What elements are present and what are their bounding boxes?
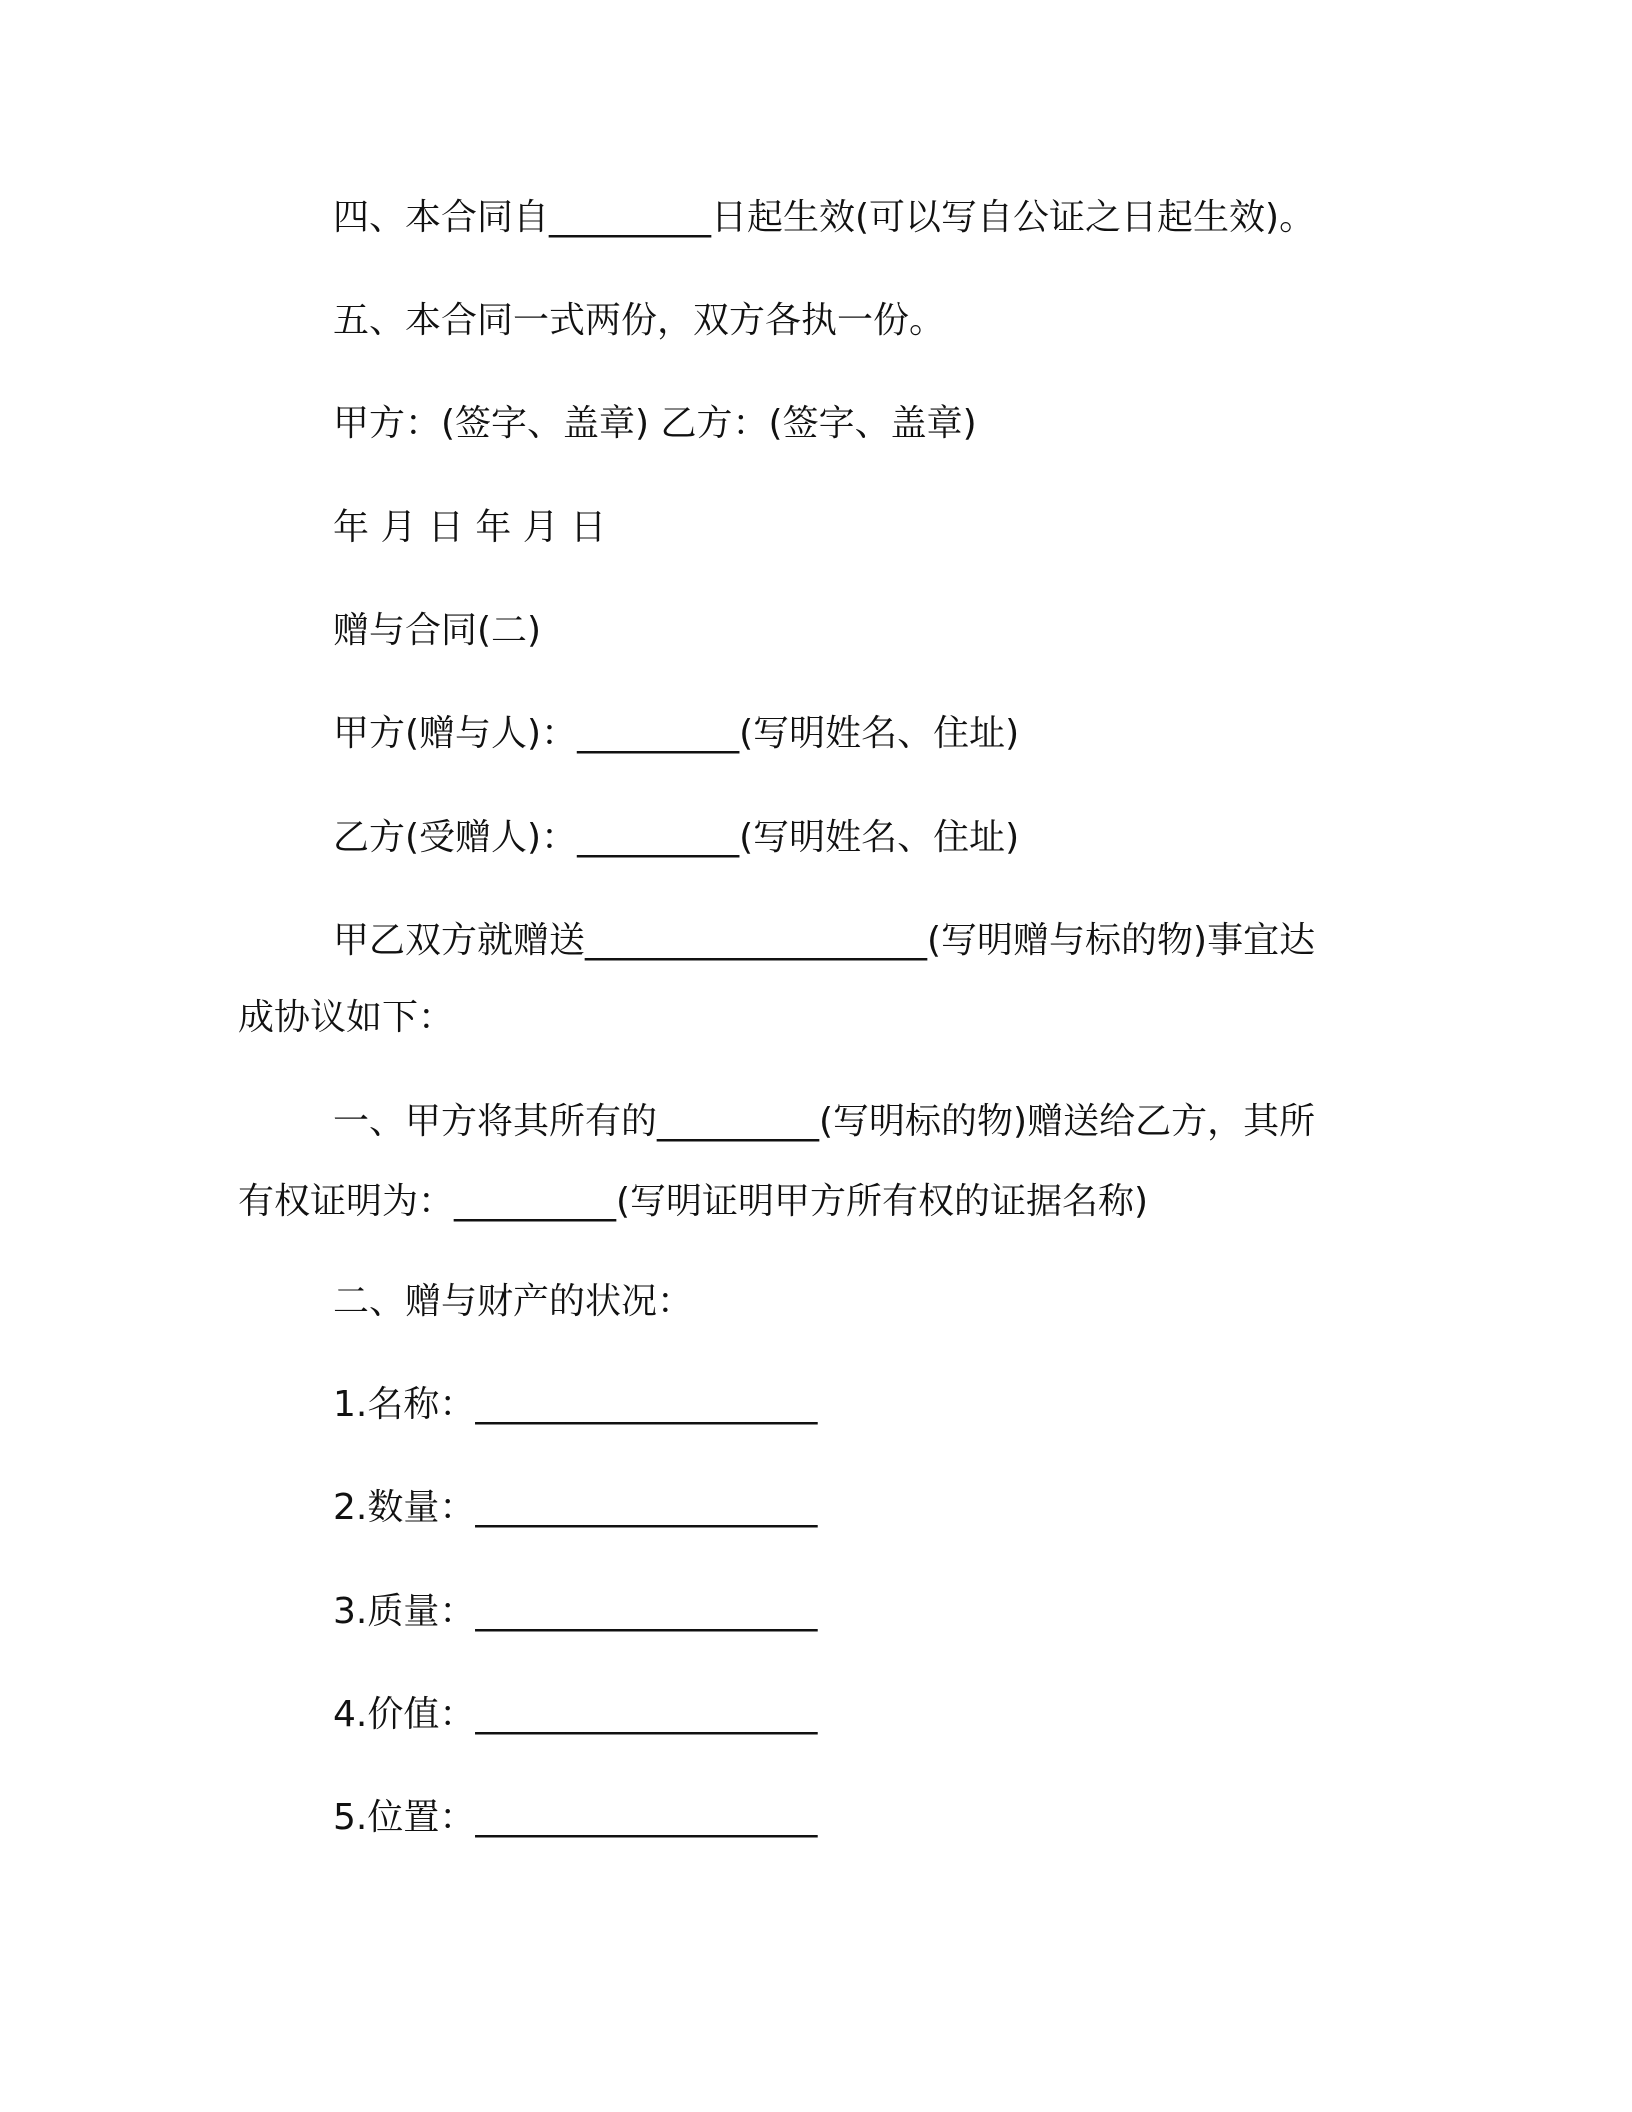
clause-2-property-status: 二、赠与财产的状况：	[333, 1281, 694, 1322]
party-a-donor: 甲方(赠与人)：_________(写明姓名、住址)	[333, 713, 1020, 754]
contract-title: 赠与合同(二)	[333, 610, 542, 651]
party-b-donee: 乙方(受赠人)：_________(写明姓名、住址)	[333, 817, 1020, 858]
property-value-field: 4.价值：___________________	[333, 1694, 818, 1735]
date-line: 年 月 日 年 月 日	[333, 507, 607, 548]
signature-line: 甲方：(签字、盖章) 乙方：(签字、盖章)	[333, 403, 977, 444]
property-name-field: 1.名称：___________________	[333, 1384, 818, 1425]
clause-5-copies: 五、本合同一式两份，双方各执一份。	[333, 300, 946, 341]
clause-1-gift-continued: 有权证明为：_________(写明证明甲方所有权的证据名称)	[238, 1181, 1149, 1222]
property-quality-field: 3.质量：___________________	[333, 1591, 818, 1632]
clause-1-gift: 一、甲方将其所有的_________(写明标的物)赠送给乙方，其所	[333, 1101, 1316, 1142]
clause-4-effective-date: 四、本合同自_________日起生效(可以写自公证之日起生效)。	[333, 197, 1316, 238]
property-quantity-field: 2.数量：___________________	[333, 1487, 818, 1528]
agreement-intro: 甲乙双方就赠送___________________(写明赠与标的物)事宜达	[333, 920, 1316, 961]
property-location-field: 5.位置：___________________	[333, 1797, 818, 1838]
agreement-intro-continued: 成协议如下：	[238, 997, 455, 1038]
